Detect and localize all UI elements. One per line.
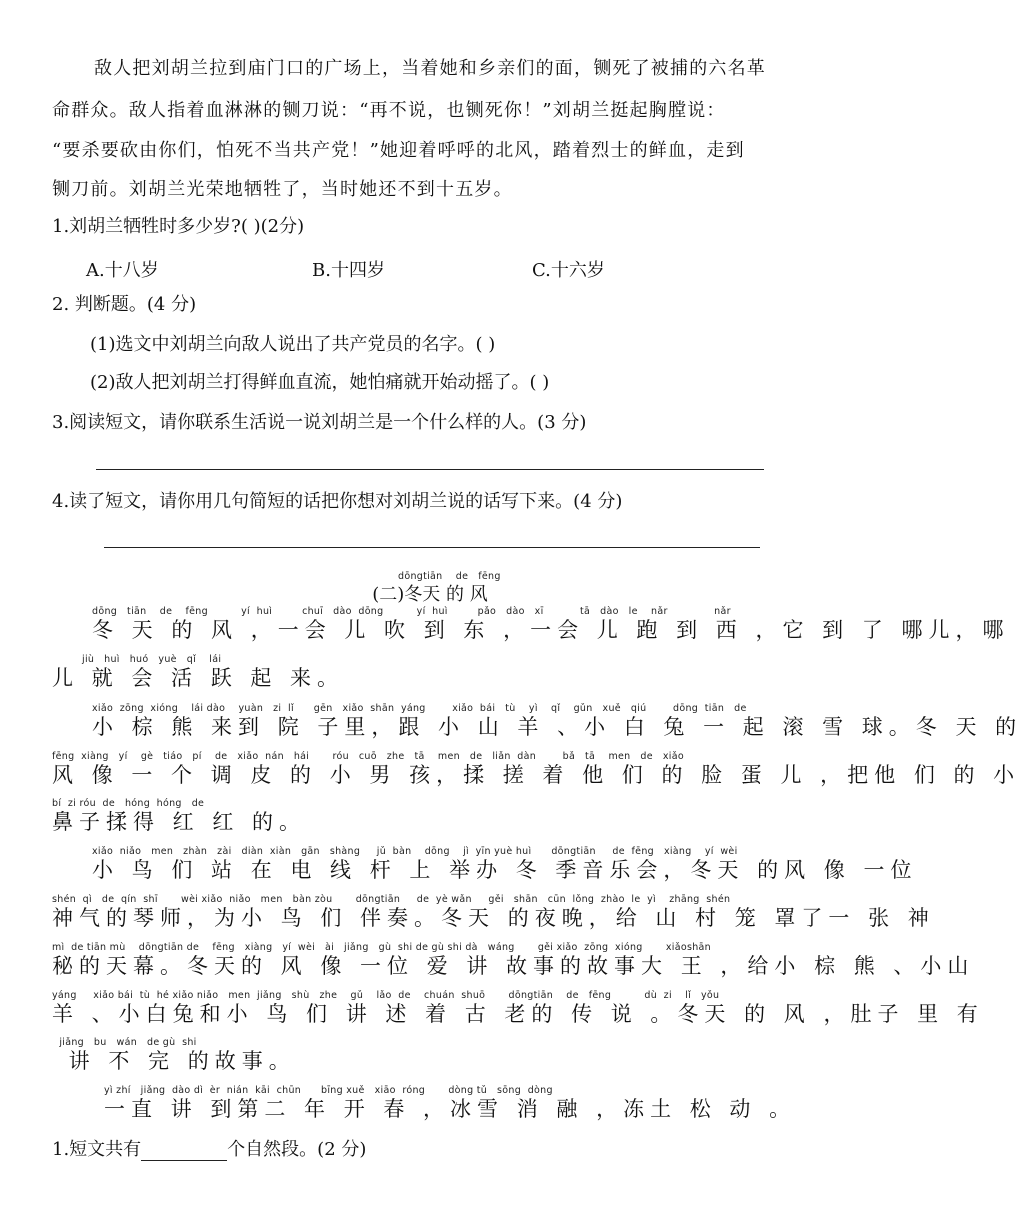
text-row-9: 羊 、小白兔和小 鸟 们 讲 述 着 古 老的 传 说 。冬天 的 风 ，肚子 里 有 bbox=[52, 1002, 984, 1026]
pinyin-row-5: bí zi róu de hóng hóng de bbox=[52, 798, 205, 809]
option-a[interactable]: A.十八岁 bbox=[86, 260, 159, 281]
pinyin-row-9: yáng xiǎo bái tù hé xiǎo niǎo men jiǎng shù zhe gǔ lǎo de chuán shuō dōngtiān de fēng dù zi lǐ yǒu bbox=[52, 990, 720, 1001]
passage1-line-4: 铡刀前。刘胡兰光荣地牺牲了，当时她还不到十五岁。 bbox=[52, 179, 513, 200]
pinyin-row-10: jiǎng bu wán de gù shi bbox=[56, 1037, 197, 1048]
passage1-line-1: 敌人把刘胡兰拉到庙门口的广场上，当着她和乡亲们的面，铡死了被捕的六名革 bbox=[94, 58, 766, 79]
pinyin-row-8: mì de tiān mù dōngtiān de fēng xiàng yí wèi ài jiǎng gù shi de gù shi dà wáng gěi xiǎo zōng xióng xiǎoshān bbox=[52, 942, 711, 953]
answer-blank[interactable] bbox=[141, 1142, 227, 1161]
question-2: 2. 判断题。(4 分) bbox=[52, 294, 197, 315]
title-pinyin: dōngtiān de fēng bbox=[398, 571, 501, 582]
question-1: 1.刘胡兰牺牲时多少岁?( )(2分) bbox=[52, 216, 305, 237]
option-b[interactable]: B.十四岁 bbox=[312, 260, 385, 281]
question-2-1-prefix: 1.短文共有 bbox=[52, 1139, 142, 1160]
text-row-8: 秘的天幕。冬天的 风 像 一位 爱 讲 故事的故事大 王 ，给小 棕 熊 、小山 bbox=[52, 954, 975, 978]
question-2-item-1: (1)选文中刘胡兰向敌人说出了共产党员的名字。( ) bbox=[90, 334, 496, 355]
answer-line-4[interactable] bbox=[104, 547, 760, 548]
pinyin-row-6: xiǎo niǎo men zhàn zài diàn xiàn gān shàng jǔ bàn dōng jì yīn yuè huì dōngtiān de fēng xiàng yí wèi bbox=[92, 846, 738, 857]
pinyin-row-11: yì zhí jiǎng dào dì èr nián kāi chūn bīng xuě xiāo róng dòng tǔ sōng dòng bbox=[104, 1085, 553, 1096]
question-3: 3.阅读短文，请你联系生活说一说刘胡兰是一个什么样的人。(3 分) bbox=[52, 412, 587, 433]
text-row-7: 神气的琴师，为小 鸟 们 伴奏。冬天 的夜晚，给 山 村 笼 罩了一 张 神 bbox=[52, 906, 935, 930]
passage2-title: (二)冬天 的 风 bbox=[372, 584, 488, 605]
passage1-line-2: 命群众。敌人指着血淋淋的铡刀说：“再不说，也铡死你！”刘胡兰挺起胸膛说： bbox=[52, 100, 726, 121]
pinyin-row-1: dōng tiān de fēng yí huì chuī dào dōng yí huì pǎo dào xī tā dào le nǎr nǎr bbox=[92, 606, 731, 617]
text-row-3: 小 棕 熊 来到 院 子里，跟 小 山 羊 、小 白 兔 一 起 滚 雪 球。冬 天 的 bbox=[92, 715, 1022, 739]
pinyin-row-4: fēng xiàng yí gè tiáo pí de xiǎo nán hái róu cuō zhe tā men de liǎn dàn bǎ tā men de xiǎo bbox=[52, 751, 684, 762]
passage1-line-3: “要杀要砍由你们，怕死不当共产党！”她迎着呼呼的北风，踏着烈士的鲜血，走到 bbox=[52, 140, 745, 161]
question-2-1-suffix: 个自然段。(2 分) bbox=[227, 1139, 367, 1160]
pinyin-row-7: shén qì de qín shī wèi xiǎo niǎo men bàn zòu dōngtiān de yè wǎn gěi shān cūn lǒng zhào le yì zhāng shén bbox=[52, 894, 731, 905]
answer-line-3[interactable] bbox=[96, 469, 764, 470]
pinyin-row-3: xiǎo zōng xióng lái dào yuàn zi lǐ gēn xiǎo shān yáng xiǎo bái tù yì qǐ gǔn xuě qiú dōng tiān de bbox=[92, 703, 747, 714]
option-c[interactable]: C.十六岁 bbox=[532, 260, 605, 281]
text-row-11: 一直 讲 到第二 年 开 春 ，冰雪 消 融 ，冻土 松 动 。 bbox=[104, 1097, 797, 1121]
text-row-6: 小 鸟 们 站 在 电 线 杆 上 举办 冬 季音乐会，冬天 的风 像 一位 bbox=[92, 858, 918, 882]
text-row-4: 风 像 一 个 调 皮 的 小 男 孩，揉 搓 着 他 们 的 脸 蛋 儿 ，把他 们 的 小 bbox=[52, 763, 1021, 787]
question-2-item-2: (2)敌人把刘胡兰打得鲜血直流，她怕痛就开始动摇了。( ) bbox=[90, 372, 550, 393]
text-row-5: 鼻子揉得 红 红 的。 bbox=[52, 810, 307, 834]
text-row-10: 讲 不 完 的故事。 bbox=[56, 1049, 296, 1073]
pinyin-row-2: jiù huì huó yuè qǐ lái bbox=[82, 654, 222, 665]
question-2-1 bbox=[52, 1139, 366, 1161]
text-row-1: 冬 天 的 风 ，一会 儿 吹 到 东 ，一会 儿 跑 到 西 ，它 到 了 哪儿，哪 bbox=[92, 618, 1010, 642]
question-4: 4.读了短文，请你用几句简短的话把你想对刘胡兰说的话写下来。(4 分) bbox=[52, 491, 623, 512]
text-row-2: 儿 就 会 活 跃 起 来。 bbox=[52, 666, 345, 690]
